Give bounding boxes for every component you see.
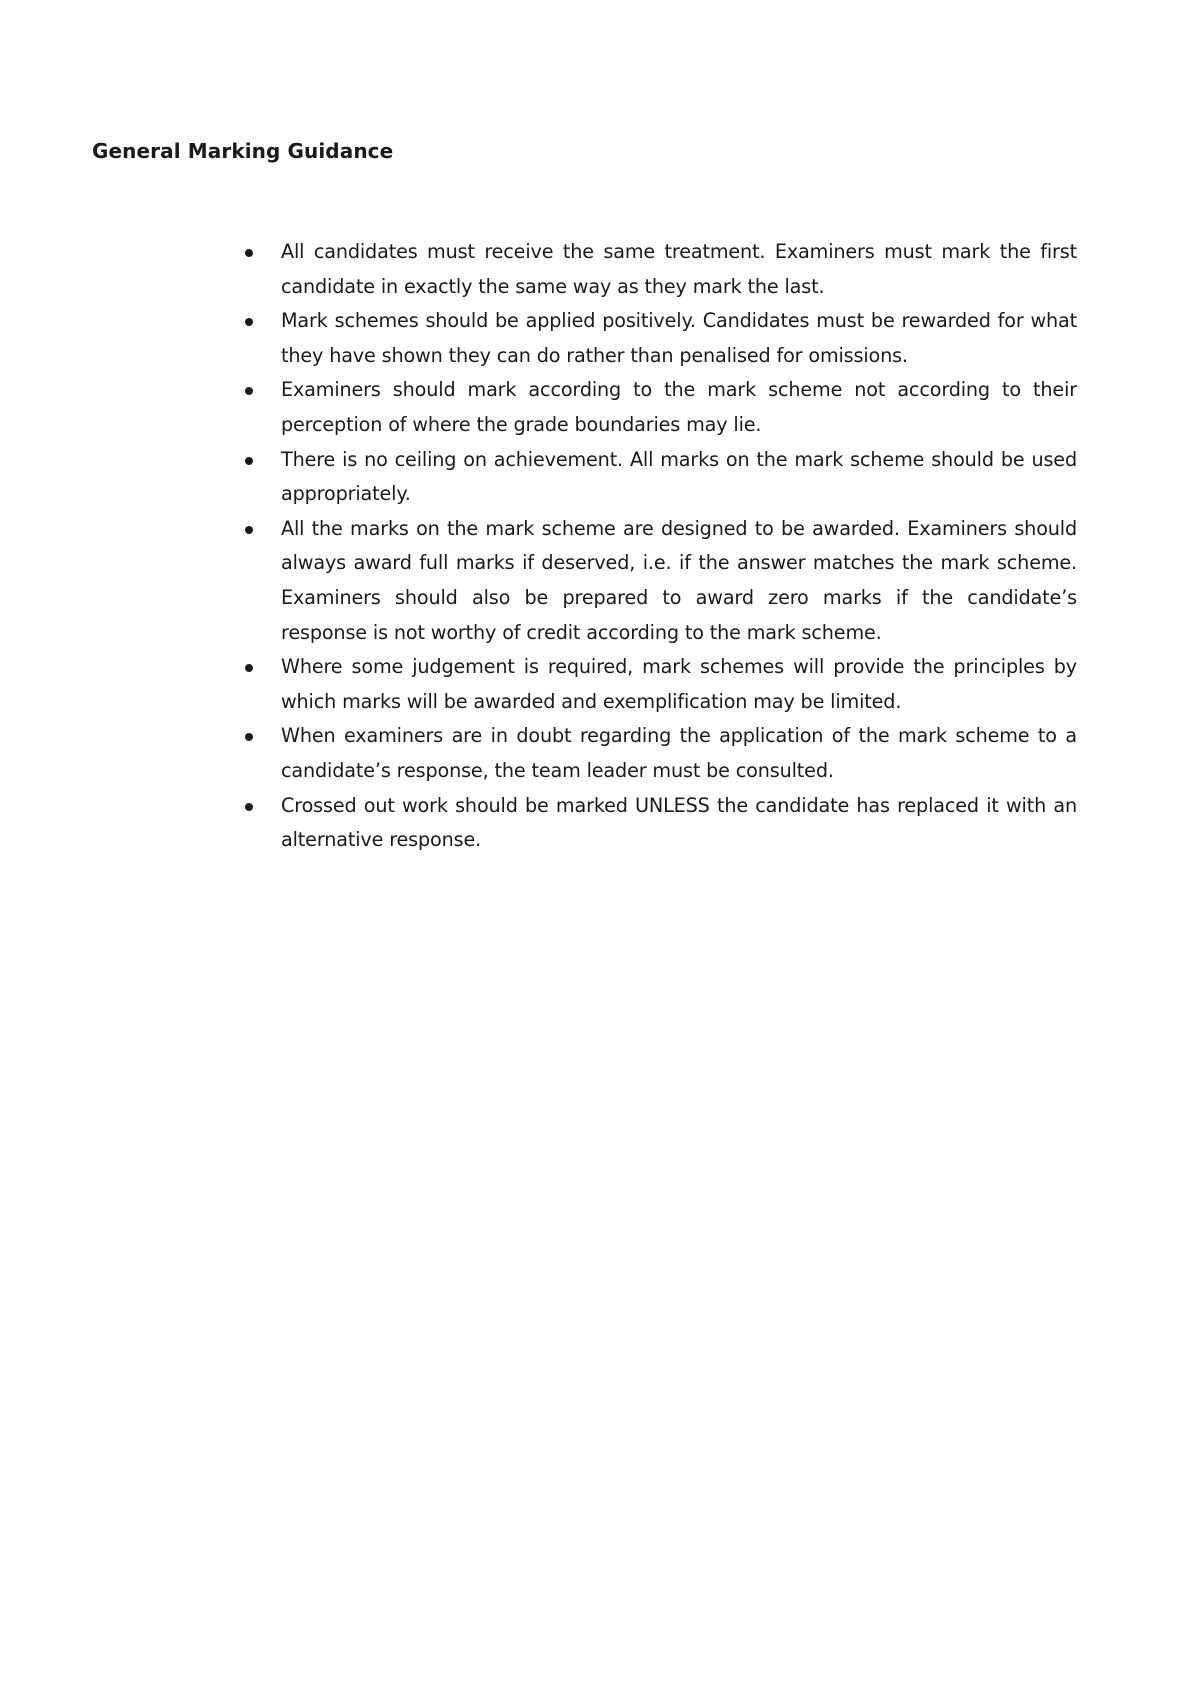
list-item bbox=[245, 235, 1077, 304]
bullet-icon bbox=[245, 664, 253, 672]
list-item-text: All candidates must receive the same treatment. Examiners must mark the first candidate in exactly the same way as they mark the last. bbox=[281, 240, 1077, 298]
list-item-text: Mark schemes should be applied positively. Candidates must be rewarded for what they have shown they can do rather than penalised for omissions. bbox=[281, 309, 1077, 367]
list-item bbox=[245, 304, 1077, 373]
list-item-text: There is no ceiling on achievement. All marks on the mark scheme should be used appropriately. bbox=[281, 447, 1077, 506]
bullet-icon bbox=[245, 249, 253, 257]
bullet-icon bbox=[245, 457, 253, 465]
bullet-icon bbox=[245, 733, 253, 741]
list-item bbox=[245, 373, 1077, 442]
guidance-list bbox=[245, 235, 1077, 858]
list-item bbox=[245, 719, 1077, 788]
list-item-text: Examiners should mark according to the mark scheme not according to their perception of where the grade boundaries may lie. bbox=[281, 378, 1077, 436]
bullet-icon bbox=[245, 387, 253, 395]
page-title: General Marking Guidance bbox=[92, 139, 394, 163]
list-item bbox=[245, 512, 1077, 650]
list-item-text: Where some judgement is required, mark schemes will provide the principles by which marks will be awarded and exemplification may be limited. bbox=[281, 655, 1077, 713]
list-item-text: When examiners are in doubt regarding the application of the mark scheme to a candidate’s response, the team leader must be consulted. bbox=[281, 724, 1077, 782]
list-item bbox=[245, 789, 1077, 858]
bullet-icon bbox=[245, 526, 253, 534]
list-item-text: All the marks on the mark scheme are designed to be awarded. Examiners should always award full marks if deserved, i.e. if the answer matches the mark scheme. Examiners should also be prepared to award zero marks if the candidate’s response is not worthy of credit according to the mark scheme. bbox=[281, 516, 1077, 644]
list-item bbox=[245, 443, 1077, 512]
bullet-icon bbox=[245, 803, 253, 811]
list-item-text: Crossed out work should be marked UNLESS the candidate has replaced it with an alternative response. bbox=[281, 793, 1077, 852]
bullet-icon bbox=[245, 318, 253, 326]
list-item bbox=[245, 650, 1077, 719]
